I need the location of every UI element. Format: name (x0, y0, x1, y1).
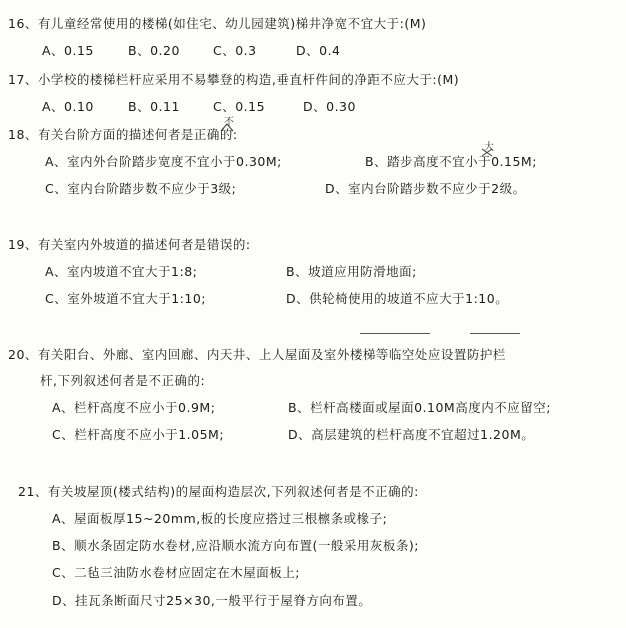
question-17-option-c: C、0.15 (213, 99, 266, 114)
question-20-option-a: A、栏杆高度不应小于0.9M; (52, 400, 216, 415)
question-19-option-a: A、室内坡道不宜大于1:8; (45, 264, 198, 279)
handwritten-note-q18b: 大 (484, 142, 494, 153)
faint-rule (470, 333, 520, 334)
question-18-option-b: B、踏步高度不宜小于0.15M; (365, 154, 537, 169)
question-21-option-c: C、二毡三油防水卷材应固定在木屋面板上; (52, 565, 300, 580)
question-21-option-d: D、挂瓦条断面尺寸25×30,一般平行于屋脊方向布置。 (52, 593, 372, 608)
question-16-option-b: B、0.20 (128, 43, 180, 58)
question-16-option-a: A、0.15 (42, 43, 94, 58)
question-20-stem-continued: 杆,下列叙述何者是不正确的: (40, 373, 206, 388)
question-18-option-d: D、室内台阶踏步数不应少于2级。 (325, 181, 526, 196)
question-21-option-a: A、屋面板厚15~20mm,板的长度应搭过三根檩条或椽子; (52, 511, 388, 526)
question-17-stem: 17、小学校的楼梯栏杆应采用不易攀登的构造,垂直杆件间的净距不应大于:(M) (8, 72, 460, 87)
question-19-stem: 19、有关室内外坡道的描述何者是错误的: (8, 237, 251, 252)
question-16-option-d: D、0.4 (296, 43, 341, 58)
faint-rule (360, 333, 430, 334)
question-21-option-b: B、顺水条固定防水卷材,应沿顺水流方向布置(一般采用灰板条); (52, 538, 420, 553)
question-18-stem: 18、有关台阶方面的描述何者是正确的: (8, 127, 238, 142)
question-16-option-c: C、0.3 (213, 43, 257, 58)
question-19-option-d: D、供轮椅使用的坡道不应大于1:10。 (286, 291, 509, 306)
question-16-stem: 16、有儿童经常使用的楼梯(如住宅、幼儿园建筑)梯井净宽不宜大于:(M) (8, 16, 427, 31)
question-20-option-c: C、栏杆高度不应小于1.05M; (52, 427, 225, 442)
question-19-option-b: B、坡道应用防滑地面; (286, 264, 417, 279)
question-20-option-d: D、高层建筑的栏杆高度不宜超过1.20M。 (288, 427, 535, 442)
question-19-option-c: C、室外坡道不宜大于1:10; (45, 291, 207, 306)
question-18-option-a: A、室内外台阶踏步宽度不宜小于0.30M; (45, 154, 282, 169)
handwritten-caret-icon (220, 122, 234, 132)
question-17-option-b: B、0.11 (128, 99, 180, 114)
handwritten-note-q18: 不 (224, 117, 234, 128)
question-17-option-d: D、0.30 (303, 99, 356, 114)
question-18-option-c: C、室内台阶踏步数不应少于3级; (45, 181, 237, 196)
question-20-stem: 20、有关阳台、外廊、室内回廊、内天井、上人屋面及室外楼梯等临空处应设置防护栏 (8, 347, 506, 362)
question-20-option-b: B、栏杆高楼面或屋面0.10M高度内不应留空; (288, 400, 551, 415)
question-21-stem: 21、有关坡屋顶(楼式结构)的屋面构造层次,下列叙述何者是不正确的: (18, 484, 419, 499)
question-17-option-a: A、0.10 (42, 99, 94, 114)
